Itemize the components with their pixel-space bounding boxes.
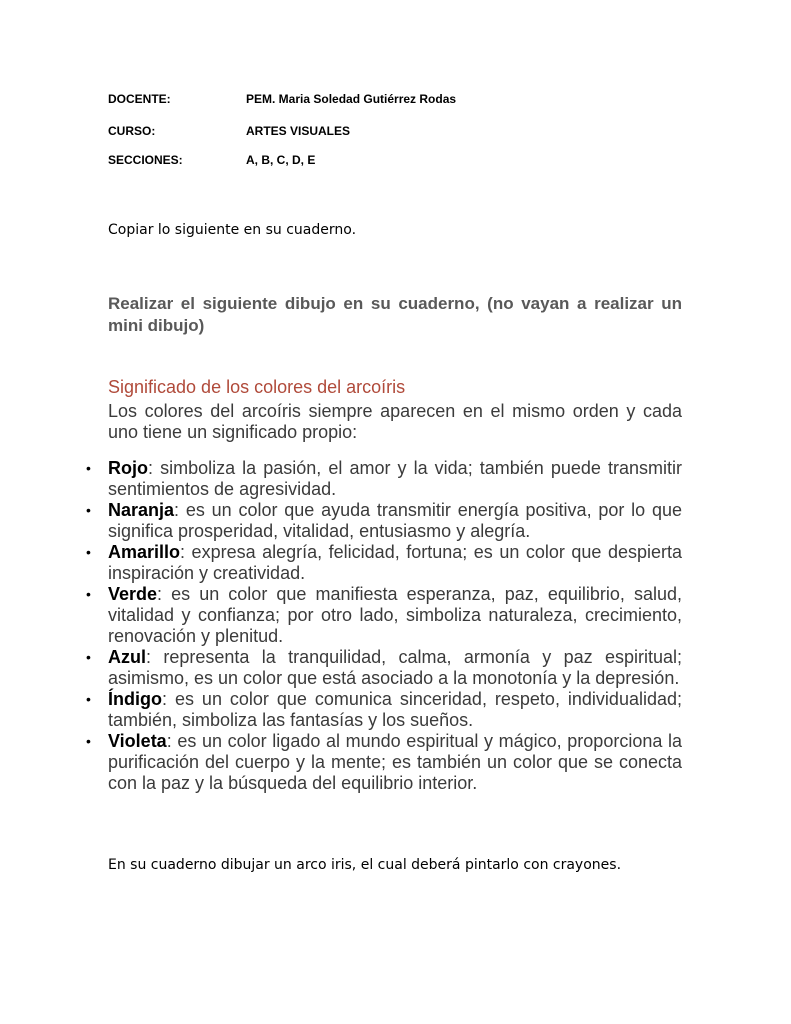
bullet-icon: • (86, 691, 91, 707)
bullet-icon: • (86, 502, 91, 518)
color-description: : representa la tranquilidad, calma, armonía y paz espiritual; asimismo, es un color que está asociado a la monotonía y la depresión. (108, 647, 682, 688)
color-term: Rojo (108, 458, 148, 478)
color-description: : expresa alegría, felicidad, fortuna; es un color que despierta inspiración y creatividad. (108, 542, 682, 583)
bullet-icon: • (86, 586, 91, 602)
list-item (82, 542, 682, 584)
list-item (82, 584, 682, 647)
color-term: Violeta (108, 731, 167, 751)
section-intro: Los colores del arcoíris siempre aparecen en el mismo orden y cada uno tiene un significado propio: (108, 401, 682, 442)
secciones-label: SECCIONES: (108, 153, 183, 167)
color-description: : es un color que ayuda transmitir energía positiva, por lo que significa prosperidad, vitalidad, entusiasmo y alegría. (108, 500, 682, 541)
section-heading: Significado de los colores del arcoíris (108, 377, 406, 397)
color-term: Verde (108, 584, 158, 604)
color-description: : es un color que manifiesta esperanza, paz, equilibrio, salud, vitalidad y confianza; por otro lado, simboliza naturaleza, crecimiento, renovación y plenitud. (108, 584, 682, 646)
list-item (82, 647, 682, 689)
copy-instruction: Copiar lo siguiente en su cuaderno. (108, 222, 357, 238)
list-item (82, 731, 682, 794)
color-description: : es un color que comunica sinceridad, respeto, individualidad; también, simboliza las fantasías y los sueños. (108, 689, 682, 730)
curso-value: ARTES VISUALES (246, 124, 351, 138)
color-description: : es un color ligado al mundo espiritual y mágico, proporciona la purificación del cuerpo y la mente; es también un color que se conecta con la paz y la búsqueda del equilibrio interior. (108, 731, 682, 793)
docente-label: DOCENTE: (108, 92, 171, 106)
bullet-icon: • (86, 733, 91, 749)
curso-label: CURSO: (108, 124, 156, 138)
list-item (82, 500, 682, 542)
color-term: Naranja (108, 500, 175, 520)
drawing-instruction: Realizar el siguiente dibujo en su cuaderno, (no vayan a realizar un mini dibujo) (108, 294, 682, 335)
color-description: : simboliza la pasión, el amor y la vida; también puede transmitir sentimientos de agresividad. (108, 458, 682, 499)
bullet-icon: • (86, 544, 91, 560)
docente-value: PEM. Maria Soledad Gutiérrez Rodas (246, 92, 457, 106)
color-meaning-list (82, 458, 682, 794)
color-term: Amarillo (108, 542, 181, 562)
color-term: Azul (108, 647, 146, 667)
bullet-icon: • (86, 649, 91, 665)
bullet-icon: • (86, 460, 91, 476)
list-item (82, 458, 682, 500)
list-item (82, 689, 682, 731)
color-term: Índigo (108, 689, 162, 709)
final-instruction: En su cuaderno dibujar un arco iris, el cual deberá pintarlo con crayones. (108, 857, 622, 873)
secciones-value: A, B, C, D, E (246, 153, 316, 167)
